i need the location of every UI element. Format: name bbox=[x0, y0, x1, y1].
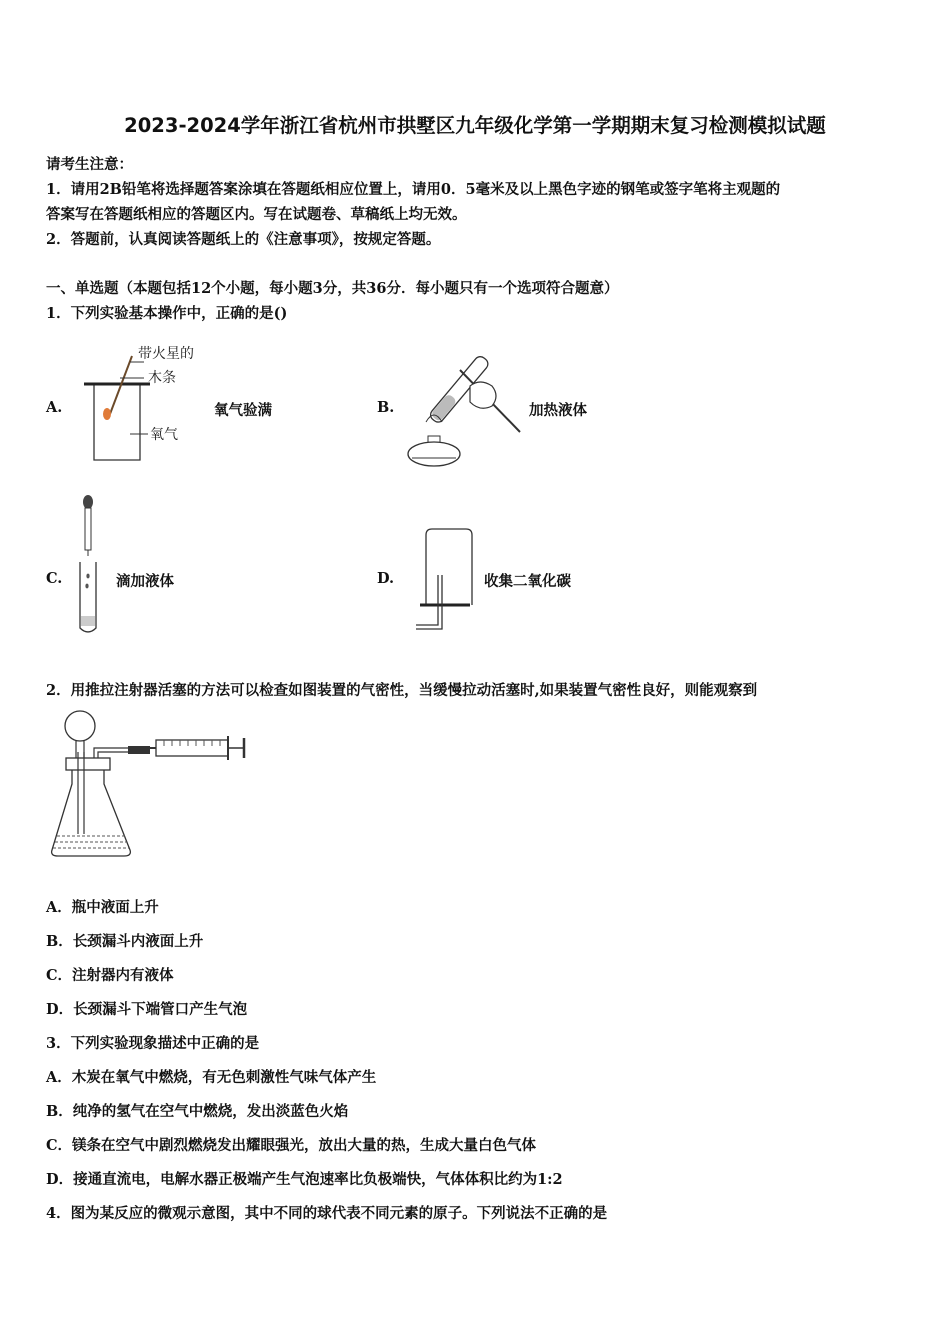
q3-option-a: A．木炭在氧气中燃烧，有无色刺激性气味气体产生 bbox=[46, 1069, 377, 1086]
q3-option-b: B．纯净的氢气在空气中燃烧，发出淡蓝色火焰 bbox=[46, 1103, 349, 1120]
section-heading: 一、单选题（本题包括12个小题，每小题3分，共36分．每小题只有一个选项符合题意） bbox=[46, 280, 619, 297]
figure-label-splint: 带火星的 bbox=[138, 346, 194, 362]
q1-option-c-letter: C. bbox=[46, 570, 63, 587]
airtightness-apparatus-figure bbox=[48, 708, 248, 864]
q2-option-a: A．瓶中液面上升 bbox=[46, 899, 159, 916]
q1-option-a-letter: A. bbox=[46, 399, 63, 416]
question-4-stem: 4．图为某反应的微观示意图，其中不同的球代表不同元素的原子。下列说法不正确的是 bbox=[46, 1205, 608, 1222]
figure-label-stick: 木条 bbox=[148, 370, 176, 386]
question-3-stem: 3．下列实验现象描述中正确的是 bbox=[46, 1035, 260, 1052]
dropping-liquid-figure bbox=[74, 492, 114, 638]
heating-liquid-figure bbox=[400, 350, 530, 470]
q1-option-b-text: 加热液体 bbox=[529, 402, 587, 419]
page-title: 2023-2024学年浙江省杭州市拱墅区九年级化学第一学期期末复习检测模拟试题 bbox=[124, 114, 826, 137]
q3-option-c: C．镁条在空气中剧烈燃烧发出耀眼强光，放出大量的热，生成大量白色气体 bbox=[46, 1137, 537, 1154]
collect-co2-figure bbox=[410, 525, 480, 635]
q1-option-d-text: 收集二氧化碳 bbox=[484, 573, 571, 590]
q2-option-d: D．长颈漏斗下端管口产生气泡 bbox=[46, 1001, 248, 1018]
notice-heading: 请考生注意： bbox=[46, 156, 133, 173]
q1-option-a-text: 氧气验满 bbox=[214, 402, 272, 419]
q1-option-b-letter: B. bbox=[377, 399, 395, 416]
figure-label-oxygen: 氧气 bbox=[150, 427, 178, 443]
q2-option-c: C．注射器内有液体 bbox=[46, 967, 174, 984]
q2-option-b: B．长颈漏斗内液面上升 bbox=[46, 933, 204, 950]
notice-item-2: 2．答题前，认真阅读答题纸上的《注意事项》，按规定答题。 bbox=[46, 231, 441, 248]
q1-option-d-letter: D. bbox=[377, 570, 395, 587]
q3-option-d: D．接通直流电，电解水器正极端产生气泡速率比负极端快，气体体积比约为1:2 bbox=[46, 1171, 563, 1188]
oxygen-test-figure bbox=[80, 340, 220, 468]
notice-item-1-line-2: 答案写在答题纸相应的答题区内。写在试题卷、草稿纸上均无效。 bbox=[46, 206, 467, 223]
question-1-stem: 1．下列实验基本操作中，正确的是() bbox=[46, 305, 288, 322]
question-2-stem: 2．用推拉注射器活塞的方法可以检查如图装置的气密性，当缓慢拉动活塞时,如果装置气密性良好，则能观察到 bbox=[46, 682, 758, 699]
notice-item-1-line-1: 1．请用2B铅笔将选择题答案涂填在答题纸相应位置上，请用0．5毫米及以上黑色字迹的钢笔或签字笔将主观题的 bbox=[46, 181, 781, 198]
q1-option-c-text: 滴加液体 bbox=[116, 573, 174, 590]
